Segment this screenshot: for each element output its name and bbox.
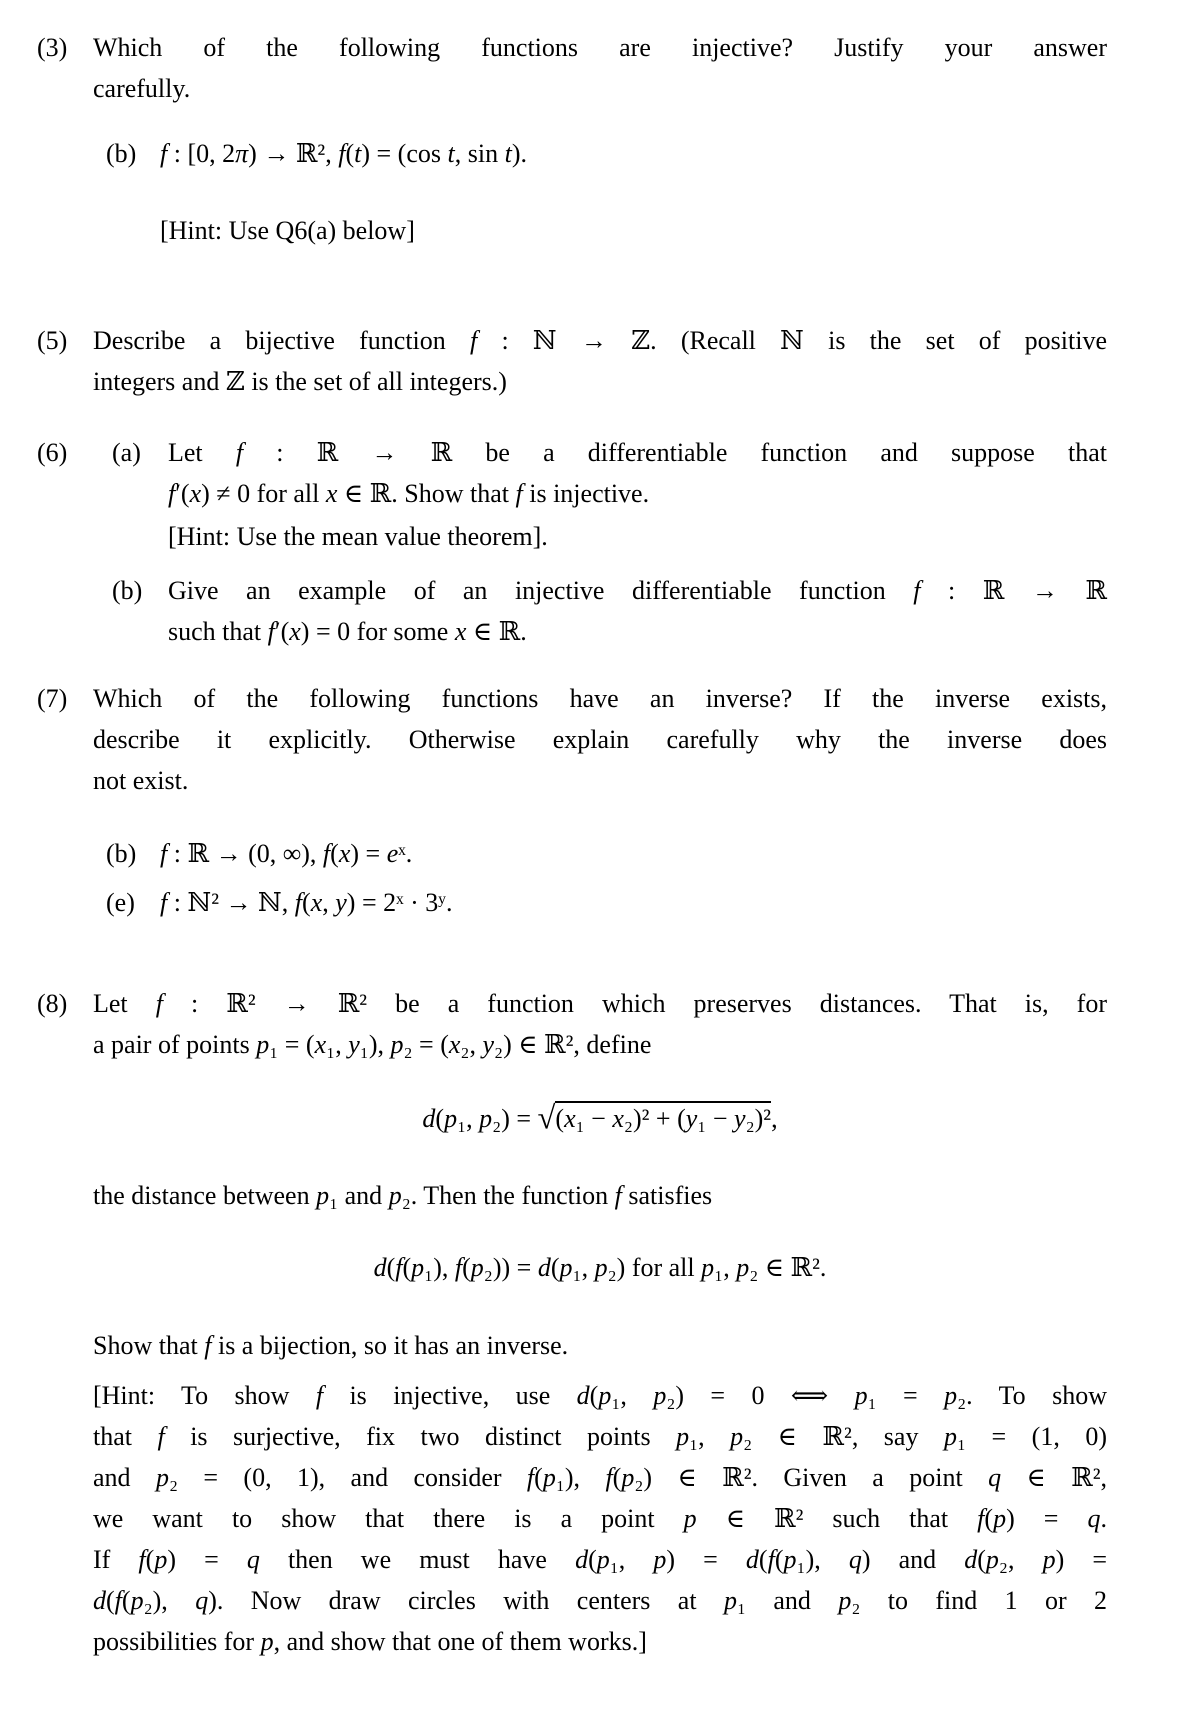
item-label-5: (5) [37, 326, 68, 355]
problem-6b-line-1 [37, 570, 1107, 611]
problem-6b-line-2 [37, 611, 1107, 652]
line-text: Show that f is a bijection, so it has an inverse. [93, 1331, 569, 1360]
problem-8-hint-line-4 [37, 1498, 1107, 1539]
line-text: [Hint: Use Q6(a) below] [160, 216, 415, 245]
line-text: f : ℝ → (0, ∞), f(x) = eˣ. [160, 839, 413, 868]
equation-text: d(p₁, p₂) = √(x₁ − x₂)² + (y₁ − y₂)², [422, 1100, 778, 1136]
problem-8-hint-line-7 [37, 1621, 1107, 1662]
line-text: such that f′(x) = 0 for some x ∈ ℝ. [168, 617, 527, 646]
problem-8-line-2 [37, 1024, 1107, 1065]
problem-8-line-1 [37, 983, 1107, 1024]
problem-8-hint-line-3 [37, 1457, 1107, 1498]
line-text: Let f : ℝ → ℝ be a differentiable function and suppose that [168, 438, 1107, 467]
line-text: not exist. [93, 766, 189, 795]
problem-8-hint-line-5 [37, 1539, 1107, 1580]
line-text: a pair of points p₁ = (x₁, y₁), p₂ = (x₂, y₂) ∈ ℝ², define [93, 1030, 652, 1059]
problem-8-hint-line-2 [37, 1416, 1107, 1457]
subitem-label-e: (e) [106, 888, 135, 917]
line-text: Which of the following functions have an inverse? If the inverse exists, [93, 684, 1107, 713]
line-text: integers and ℤ is the set of all integers.) [93, 367, 507, 396]
line-text: and p₂ = (0, 1), and consider f(p₁), f(p₂) ∈ ℝ². Given a point q ∈ ℝ², [93, 1463, 1107, 1492]
subitem-label-b: (b) [112, 576, 143, 605]
subitem-label-b: (b) [106, 839, 137, 868]
line-text: possibilities for p, and show that one of them works.] [93, 1627, 647, 1656]
item-label-6: (6) [37, 438, 68, 467]
item-label-7: (7) [37, 684, 68, 713]
equation-text: d(f(p₁), f(p₂)) = d(p₁, p₂) for all p₁, p₂ ∈ ℝ². [373, 1253, 827, 1282]
problem-5-line-2 [37, 361, 1107, 402]
item-label-3: (3) [37, 33, 68, 62]
subitem-label-a: (a) [112, 438, 141, 467]
line-text: f′(x) ≠ 0 for all x ∈ ℝ. Show that f is injective. [168, 479, 650, 508]
line-text: describe it explicitly. Otherwise explain carefully why the inverse does [93, 725, 1107, 754]
problem-6a-hint [37, 516, 1107, 557]
problem-7b [37, 833, 1107, 874]
problem-3-line-2 [37, 68, 1107, 109]
problem-8-line-3 [37, 1175, 1107, 1216]
line-text: Which of the following functions are injective? Justify your answer [93, 33, 1107, 62]
line-text: Give an example of an injective differentiable function f : ℝ → ℝ [168, 576, 1107, 605]
problem-5-line-1 [37, 320, 1107, 361]
problem-6a-line-2 [37, 473, 1107, 514]
line-text: the distance between p₁ and p₂. Then the function f satisfies [93, 1181, 713, 1210]
line-text: [Hint: To show f is injective, use d(p₁, p₂) = 0 ⟺ p₁ = p₂. To show [93, 1381, 1107, 1410]
subitem-label-b: (b) [106, 139, 137, 168]
problem-3-line-1 [37, 27, 1107, 68]
equation-distance-definition [37, 1090, 1107, 1146]
line-text: f : [0, 2π) → ℝ², f(t) = (cos t, sin t). [160, 139, 527, 168]
problem-6a-line-1 [37, 432, 1107, 473]
problem-7-line-3 [37, 760, 1107, 801]
problem-3-hint [37, 210, 1107, 251]
problem-7-line-2 [37, 719, 1107, 760]
problem-3b [37, 133, 1107, 174]
problem-7e [37, 882, 1107, 923]
line-text: that f is surjective, fix two distinct points p₁, p₂ ∈ ℝ², say p₁ = (1, 0) [93, 1422, 1107, 1451]
line-text: Let f : ℝ² → ℝ² be a function which preserves distances. That is, for [93, 989, 1107, 1018]
line-text: Describe a bijective function f : ℕ → ℤ. (Recall ℕ is the set of positive [93, 326, 1107, 355]
problem-8-hint-line-6 [37, 1580, 1107, 1621]
line-text: d(f(p₂), q). Now draw circles with centers at p₁ and p₂ to find 1 or 2 [93, 1586, 1108, 1615]
problem-7-line-1 [37, 678, 1107, 719]
line-text: If f(p) = q then we must have d(p₁, p) = d(f(p₁), q) and d(p₂, p) = [93, 1545, 1107, 1574]
problem-8-hint-line-1 [37, 1375, 1107, 1416]
line-text: f : ℕ² → ℕ, f(x, y) = 2ˣ · 3ʸ. [160, 888, 453, 917]
line-text: we want to show that there is a point p ∈ ℝ² such that f(p) = q. [93, 1504, 1107, 1533]
equation-isometry [37, 1245, 1107, 1291]
line-text: carefully. [93, 74, 191, 103]
item-label-8: (8) [37, 989, 68, 1018]
line-text: [Hint: Use the mean value theorem]. [168, 522, 548, 551]
problem-8-line-4 [37, 1325, 1107, 1366]
